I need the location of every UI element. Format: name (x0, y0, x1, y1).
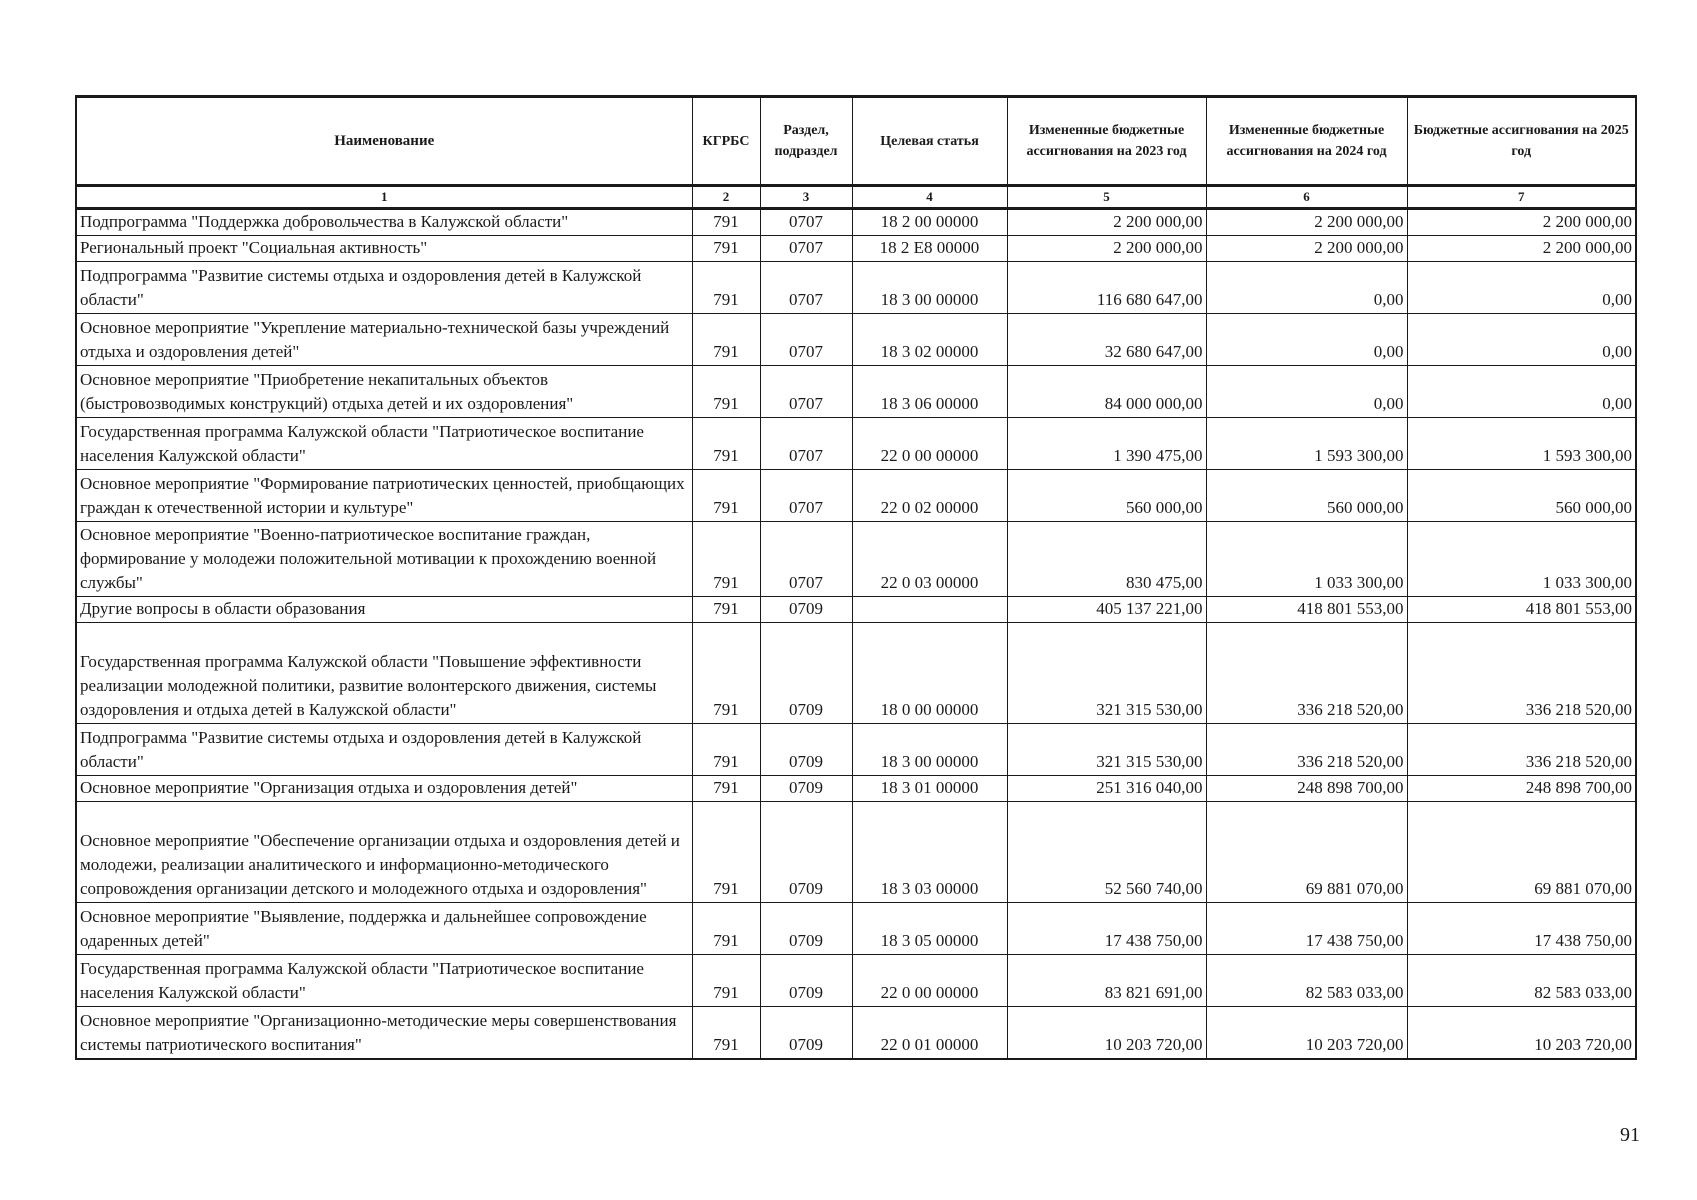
row-kgrbs: 791 (692, 903, 760, 955)
row-amount-2023: 251 316 040,00 (1007, 776, 1206, 802)
row-name: Основное мероприятие "Выявление, поддержка и дальнейшее сопровождение одаренных детей" (76, 903, 692, 955)
row-section: 0709 (760, 903, 852, 955)
row-amount-2024: 418 801 553,00 (1206, 597, 1407, 623)
row-name: Основное мероприятие "Организационно-методические меры совершенствования системы патриотического воспитания" (76, 1007, 692, 1059)
row-amount-2024: 336 218 520,00 (1206, 623, 1407, 724)
row-target-article: 18 3 00 00000 (852, 724, 1007, 776)
row-name: Подпрограмма "Развитие системы отдыха и оздоровления детей в Калужской области" (76, 724, 692, 776)
row-name: Основное мероприятие "Военно-патриотическое воспитание граждан, формирование у молодежи положительной мотивации к прохождению военной службы" (76, 522, 692, 597)
header-2025: Бюджетные ассигнования на 2025 год (1407, 97, 1636, 186)
row-kgrbs: 791 (692, 955, 760, 1007)
row-amount-2025: 0,00 (1407, 262, 1636, 314)
table-row (76, 903, 1636, 955)
row-amount-2023: 321 315 530,00 (1007, 724, 1206, 776)
budget-table-sheet (75, 95, 1635, 1060)
row-amount-2025: 248 898 700,00 (1407, 776, 1636, 802)
row-section: 0709 (760, 802, 852, 903)
row-target-article: 22 0 01 00000 (852, 1007, 1007, 1059)
table-row (76, 597, 1636, 623)
header-2024: Измененные бюджетные ассигнования на 2024 год (1206, 97, 1407, 186)
row-kgrbs: 791 (692, 522, 760, 597)
row-name: Основное мероприятие "Обеспечение организации отдыха и оздоровления детей и молодежи, реализации аналитического и информационно-методического сопровождения организации детского и молодежного отдыха и оздоровления" (76, 802, 692, 903)
row-section: 0709 (760, 724, 852, 776)
row-amount-2023: 405 137 221,00 (1007, 597, 1206, 623)
row-target-article: 18 3 01 00000 (852, 776, 1007, 802)
page-number: 91 (1620, 1124, 1640, 1146)
row-amount-2023: 32 680 647,00 (1007, 314, 1206, 366)
row-amount-2025: 17 438 750,00 (1407, 903, 1636, 955)
row-kgrbs: 791 (692, 262, 760, 314)
row-target-article: 18 3 06 00000 (852, 366, 1007, 418)
row-amount-2025: 0,00 (1407, 366, 1636, 418)
budget-table (75, 95, 1637, 1060)
row-target-article: 18 2 00 00000 (852, 209, 1007, 236)
row-name: Государственная программа Калужской области "Патриотическое воспитание населения Калужской области" (76, 418, 692, 470)
row-amount-2023: 2 200 000,00 (1007, 209, 1206, 236)
row-section: 0709 (760, 955, 852, 1007)
header-name: Наименование (76, 97, 692, 186)
header-kgrbs: КГРБС (692, 97, 760, 186)
row-amount-2023: 116 680 647,00 (1007, 262, 1206, 314)
row-target-article: 22 0 00 00000 (852, 418, 1007, 470)
row-amount-2024: 0,00 (1206, 262, 1407, 314)
row-section: 0707 (760, 209, 852, 236)
row-section: 0707 (760, 366, 852, 418)
row-target-article: 18 2 E8 00000 (852, 236, 1007, 262)
column-number: 4 (852, 186, 1007, 209)
row-amount-2025: 82 583 033,00 (1407, 955, 1636, 1007)
row-name: Региональный проект "Социальная активность" (76, 236, 692, 262)
row-section: 0707 (760, 470, 852, 522)
row-amount-2024: 2 200 000,00 (1206, 209, 1407, 236)
row-target-article (852, 597, 1007, 623)
row-amount-2023: 10 203 720,00 (1007, 1007, 1206, 1059)
row-amount-2025: 1 593 300,00 (1407, 418, 1636, 470)
row-amount-2025: 69 881 070,00 (1407, 802, 1636, 903)
row-amount-2023: 560 000,00 (1007, 470, 1206, 522)
row-amount-2024: 0,00 (1206, 314, 1407, 366)
row-amount-2023: 2 200 000,00 (1007, 236, 1206, 262)
header-2023: Измененные бюджетные ассигнования на 2023 год (1007, 97, 1206, 186)
row-kgrbs: 791 (692, 470, 760, 522)
row-amount-2023: 84 000 000,00 (1007, 366, 1206, 418)
row-amount-2025: 336 218 520,00 (1407, 623, 1636, 724)
row-amount-2025: 2 200 000,00 (1407, 209, 1636, 236)
row-amount-2025: 0,00 (1407, 314, 1636, 366)
row-kgrbs: 791 (692, 623, 760, 724)
table-row (76, 236, 1636, 262)
row-section: 0707 (760, 418, 852, 470)
table-row (76, 1007, 1636, 1059)
table-row (76, 366, 1636, 418)
row-amount-2024: 17 438 750,00 (1206, 903, 1407, 955)
row-target-article: 18 3 00 00000 (852, 262, 1007, 314)
row-section: 0707 (760, 262, 852, 314)
row-amount-2025: 560 000,00 (1407, 470, 1636, 522)
row-amount-2023: 52 560 740,00 (1007, 802, 1206, 903)
row-name: Подпрограмма "Развитие системы отдыха и оздоровления детей в Калужской области" (76, 262, 692, 314)
column-number: 5 (1007, 186, 1206, 209)
row-name: Другие вопросы в области образования (76, 597, 692, 623)
table-row (76, 314, 1636, 366)
row-amount-2024: 2 200 000,00 (1206, 236, 1407, 262)
row-kgrbs: 791 (692, 314, 760, 366)
row-target-article: 22 0 02 00000 (852, 470, 1007, 522)
row-section: 0707 (760, 236, 852, 262)
row-amount-2025: 2 200 000,00 (1407, 236, 1636, 262)
row-kgrbs: 791 (692, 209, 760, 236)
header-row (76, 97, 1636, 186)
row-amount-2024: 69 881 070,00 (1206, 802, 1407, 903)
row-amount-2024: 336 218 520,00 (1206, 724, 1407, 776)
row-name: Подпрограмма "Поддержка добровольчества в Калужской области" (76, 209, 692, 236)
row-target-article: 18 3 02 00000 (852, 314, 1007, 366)
row-amount-2023: 1 390 475,00 (1007, 418, 1206, 470)
row-kgrbs: 791 (692, 1007, 760, 1059)
row-amount-2024: 82 583 033,00 (1206, 955, 1407, 1007)
table-row (76, 522, 1636, 597)
table-row (76, 802, 1636, 903)
row-name: Основное мероприятие "Организация отдыха и оздоровления детей" (76, 776, 692, 802)
row-kgrbs: 791 (692, 236, 760, 262)
column-number: 3 (760, 186, 852, 209)
row-target-article: 18 0 00 00000 (852, 623, 1007, 724)
row-name: Государственная программа Калужской области "Патриотическое воспитание населения Калужской области" (76, 955, 692, 1007)
row-amount-2024: 560 000,00 (1206, 470, 1407, 522)
row-target-article: 22 0 03 00000 (852, 522, 1007, 597)
row-amount-2023: 17 438 750,00 (1007, 903, 1206, 955)
row-section: 0707 (760, 314, 852, 366)
header-section: Раздел, подраздел (760, 97, 852, 186)
header-target-article: Целевая статья (852, 97, 1007, 186)
row-kgrbs: 791 (692, 418, 760, 470)
row-amount-2024: 248 898 700,00 (1206, 776, 1407, 802)
column-number: 2 (692, 186, 760, 209)
column-number: 7 (1407, 186, 1636, 209)
row-section: 0709 (760, 1007, 852, 1059)
row-section: 0707 (760, 522, 852, 597)
row-section: 0709 (760, 776, 852, 802)
row-name: Основное мероприятие "Укрепление материально-технической базы учреждений отдыха и оздоровления детей" (76, 314, 692, 366)
table-row (76, 470, 1636, 522)
row-section: 0709 (760, 597, 852, 623)
table-row (76, 724, 1636, 776)
row-kgrbs: 791 (692, 776, 760, 802)
row-target-article: 18 3 05 00000 (852, 903, 1007, 955)
row-amount-2025: 10 203 720,00 (1407, 1007, 1636, 1059)
row-section: 0709 (760, 623, 852, 724)
row-target-article: 22 0 00 00000 (852, 955, 1007, 1007)
row-amount-2024: 0,00 (1206, 366, 1407, 418)
row-amount-2024: 1 593 300,00 (1206, 418, 1407, 470)
row-name: Государственная программа Калужской области "Повышение эффективности реализации молодежной политики, развитие волонтерского движения, системы оздоровления и отдыха детей в Калужской области" (76, 623, 692, 724)
table-row (76, 262, 1636, 314)
row-amount-2024: 10 203 720,00 (1206, 1007, 1407, 1059)
row-kgrbs: 791 (692, 802, 760, 903)
row-amount-2023: 830 475,00 (1007, 522, 1206, 597)
row-amount-2023: 83 821 691,00 (1007, 955, 1206, 1007)
table-row (76, 623, 1636, 724)
table-row (76, 955, 1636, 1007)
table-row (76, 418, 1636, 470)
row-amount-2025: 1 033 300,00 (1407, 522, 1636, 597)
column-number: 6 (1206, 186, 1407, 209)
column-number-row (76, 186, 1636, 209)
row-amount-2025: 418 801 553,00 (1407, 597, 1636, 623)
row-kgrbs: 791 (692, 724, 760, 776)
column-number: 1 (76, 186, 692, 209)
row-amount-2023: 321 315 530,00 (1007, 623, 1206, 724)
table-row (76, 776, 1636, 802)
row-amount-2024: 1 033 300,00 (1206, 522, 1407, 597)
row-name: Основное мероприятие "Приобретение некапитальных объектов (быстровозводимых конструкций) отдыха детей и их оздоровления" (76, 366, 692, 418)
row-target-article: 18 3 03 00000 (852, 802, 1007, 903)
row-name: Основное мероприятие "Формирование патриотических ценностей, приобщающих граждан к отечественной истории и культуре" (76, 470, 692, 522)
table-row (76, 209, 1636, 236)
row-amount-2025: 336 218 520,00 (1407, 724, 1636, 776)
row-kgrbs: 791 (692, 366, 760, 418)
row-kgrbs: 791 (692, 597, 760, 623)
